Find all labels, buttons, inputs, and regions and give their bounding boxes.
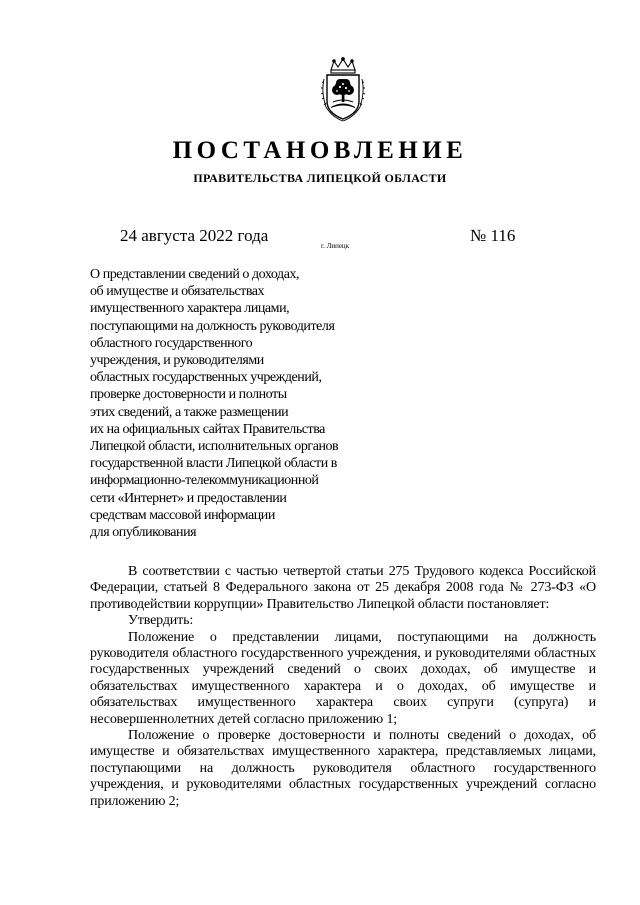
subject-line: информационно-телекоммуникационной (90, 473, 319, 489)
subject-line: поступающими на должность руководителя (90, 318, 335, 334)
lipetsk-coat-of-arms-emblem-icon (318, 57, 368, 123)
body-paragraph-item-2: Положение о проверке достоверности и полноты сведений о доходах, об имуществе и обязательствах имущественного характера, представляемых лицами, поступающими на должность руководителя областного государственного учреждения, и руководителями областных государственных учреждений согласно приложению 2; (90, 728, 596, 809)
document-subject (90, 266, 410, 541)
subject-line: учреждения, и руководителями (90, 353, 264, 369)
subject-line: проверке достоверности и полноты (90, 387, 287, 403)
subject-line: средствам массовой информации (90, 507, 275, 523)
document-subtitle: ПРАВИТЕЛЬСТВА ЛИПЕЦКОЙ ОБЛАСТИ (193, 171, 447, 185)
document-body (90, 564, 596, 810)
subject-line: сети «Интернет» и предоставлении (90, 490, 287, 506)
subject-line: О представлении сведений о доходах, (90, 267, 300, 282)
subject-line: их на официальных сайтах Правительства (90, 421, 325, 437)
subject-line: Липецкой области, исполнительных органов (90, 439, 339, 455)
subject-line: для опубликования (90, 525, 197, 541)
body-paragraph-item-1: Положение о представлении лицами, поступающими на должность руководителя областного государственного учреждения, и руководителями областных государственных учреждений сведений о своих доходах, об имуществе и обязательствах имущественного характера и о доходах, об имуществе и обязательствах имущественного характера своих супруги (супруга) и несовершеннолетних детей согласно приложению 1; (90, 629, 596, 727)
document-date: 24 августа 2022 года (120, 226, 269, 245)
subject-line: областных государственных учреждений, (90, 370, 322, 386)
body-paragraph-approve: Утвердить: (128, 613, 194, 629)
document-place: г. Липецк (321, 242, 350, 250)
subject-line: имущественного характера лицами, (90, 301, 290, 317)
subject-line: этих сведений, а также размещении (90, 404, 289, 420)
body-paragraph-preamble: В соответствии с частью четвертой статьи 275 Трудового кодекса Российской Федерации, статьей 8 Федерального закона от 25 декабря 2008 года № 273-ФЗ «О противодействии коррупции» Правительство Липецкой области постановляет: (90, 564, 596, 612)
document-title: ПОСТАНОВЛЕНИЕ (172, 137, 468, 164)
subject-line: государственной власти Липецкой области в (90, 456, 337, 472)
subject-line: об имуществе и обязательствах (90, 284, 265, 300)
document-number: № 116 (470, 226, 516, 245)
subject-line: областного государственного (90, 335, 253, 351)
